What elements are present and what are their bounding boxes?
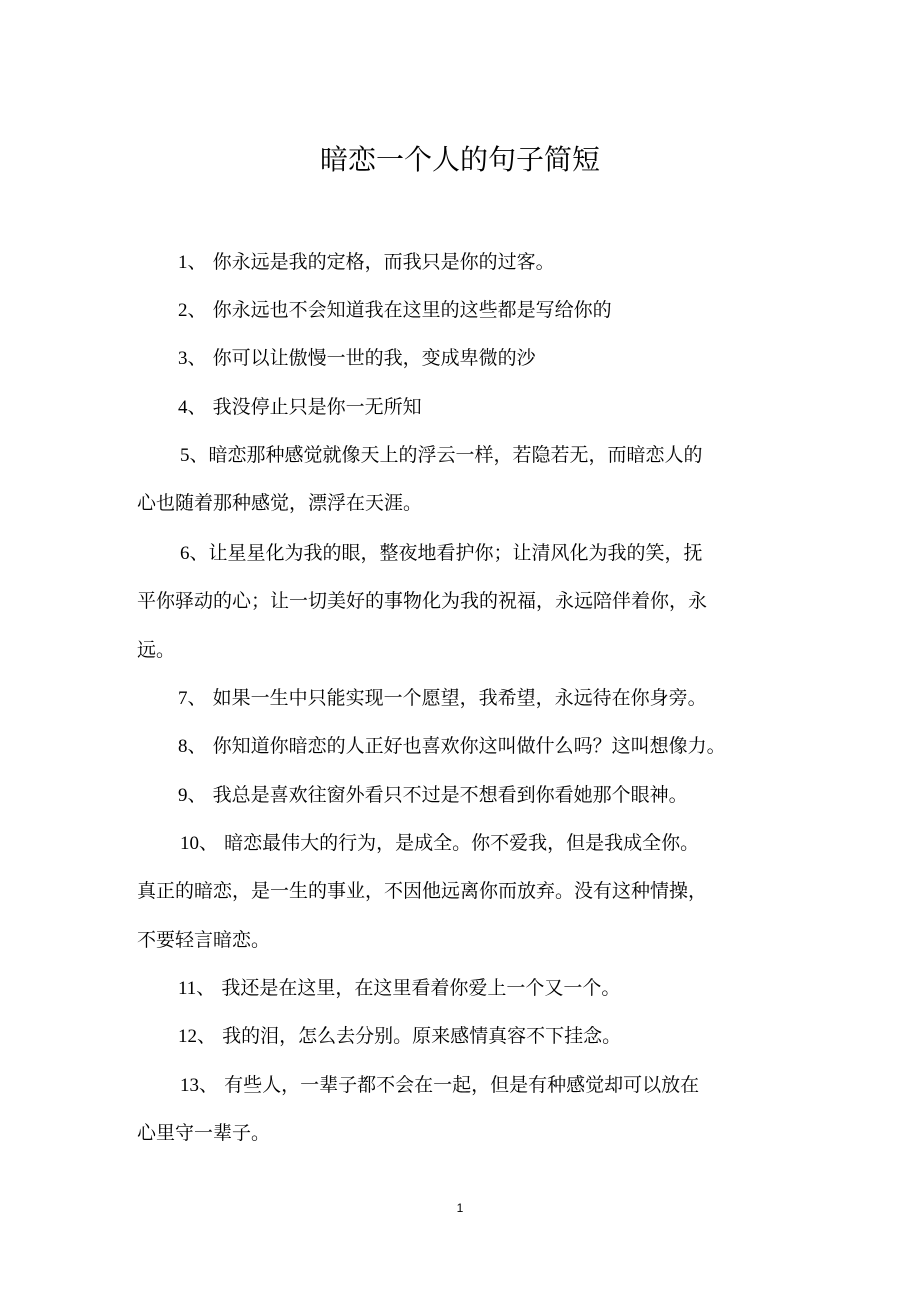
list-item	[178, 248, 555, 277]
item-text: 我还是在这里，在这里看着你爱上一个又一个。	[221, 977, 621, 999]
item-text: 暗恋最伟大的行为，是成全。你不爱我，但是我成全你。	[224, 832, 700, 854]
item-number: 4、	[178, 397, 207, 418]
item-text: 我没停止只是你一无所知	[212, 396, 422, 418]
item-text: 你可以让傲慢一世的我，变成卑微的沙	[212, 347, 536, 369]
list-item	[178, 781, 688, 810]
item-number: 13、	[180, 1075, 219, 1096]
item-number: 12、	[178, 1026, 217, 1047]
item-continuation-line: 远。	[137, 639, 176, 661]
page-title: 暗恋一个人的句子简短	[319, 143, 600, 176]
list-item	[178, 344, 536, 373]
item-number: 11、	[178, 978, 216, 999]
list-item	[178, 684, 707, 713]
item-number: 7、	[178, 688, 207, 709]
item-number: 6、	[180, 543, 209, 564]
item-text: 让星星化为我的眼，整夜地看护你；让清风化为我的笑，抚	[208, 542, 703, 564]
item-text: 如果一生中只能实现一个愿望，我希望，永远待在你身旁。	[212, 687, 707, 709]
list-item	[178, 732, 726, 761]
item-number: 3、	[178, 348, 207, 369]
list-item	[180, 441, 703, 470]
item-text: 有些人，一辈子都不会在一起，但是有种感觉却可以放在	[224, 1074, 700, 1096]
list-item	[178, 393, 422, 422]
item-continuation-line: 平你驿动的心；让一切美好的事物化为我的祝福，永远陪伴着你，永	[137, 590, 708, 612]
item-continuation-line: 不要轻言暗恋。	[137, 929, 271, 951]
list-item	[178, 1022, 621, 1051]
item-continuation-line: 心里守一辈子。	[137, 1122, 271, 1144]
item-continuation-line: 真正的暗恋，是一生的事业，不因他远离你而放弃。没有这种情操，	[137, 880, 708, 902]
item-text: 你永远也不会知道我在这里的这些都是写给你的	[212, 299, 612, 321]
list-item	[180, 1071, 699, 1100]
item-number: 2、	[178, 300, 207, 321]
list-item	[180, 829, 699, 858]
item-text: 你永远是我的定格，而我只是你的过客。	[212, 251, 555, 273]
list-item	[178, 296, 612, 325]
item-text: 你知道你暗恋的人正好也喜欢你这叫做什么吗？这叫想像力。	[212, 735, 726, 757]
item-text: 我的泪，怎么去分别。原来感情真容不下挂念。	[222, 1025, 622, 1047]
item-text: 我总是喜欢往窗外看只不过是不想看到你看她那个眼神。	[212, 784, 688, 806]
item-number: 8、	[178, 736, 207, 757]
list-item	[180, 539, 703, 568]
item-text: 暗恋那种感觉就像天上的浮云一样，若隐若无，而暗恋人的	[208, 444, 703, 466]
item-number: 5、	[180, 445, 209, 466]
page-number: 1	[456, 1201, 464, 1215]
item-number: 10、	[180, 833, 219, 854]
item-number: 9、	[178, 785, 207, 806]
item-number: 1、	[178, 252, 207, 273]
item-continuation-line: 心也随着那种感觉，漂浮在天涯。	[137, 492, 423, 514]
list-item	[178, 974, 620, 1003]
